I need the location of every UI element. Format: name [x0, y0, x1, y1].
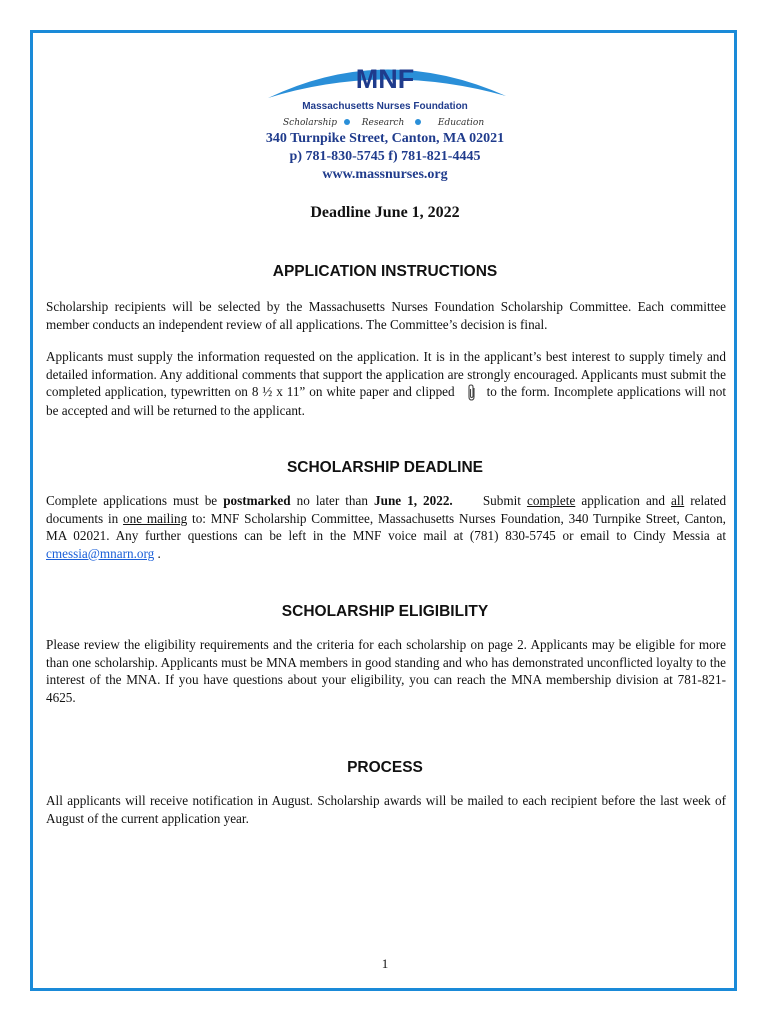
address-line: 340 Turnpike Street, Canton, MA 02021 — [265, 131, 505, 146]
instructions-text-b: to the form. Incomplete applications will not be accepted and will be returned to the applicant. — [46, 384, 726, 419]
all-underlined: all — [671, 493, 685, 508]
deadline-text: to: MNF Scholarship Committee, Massachusetts Nurses Foundation, 340 Turnpike Street, Canton, MA 02021. Any further questions can be left in the MNF voice mail at (781) 830-5745 or email to Cindy Messia at — [46, 510, 726, 544]
deadline-text: Submit — [482, 493, 521, 508]
deadline-paragraph — [46, 492, 726, 562]
mnf-logo — [258, 56, 512, 130]
instructions-paragraph-2 — [46, 348, 726, 420]
website-link[interactable]: www.massnurses.org — [322, 167, 448, 182]
eligibility-heading: SCHOLARSHIP ELIGIBILITY — [281, 603, 489, 620]
logo-org-name: Massachusetts Nurses Foundation — [302, 101, 468, 112]
deadline-text: Complete applications must be — [46, 493, 218, 508]
deadline-heading: SCHOLARSHIP DEADLINE — [286, 459, 484, 476]
logo-tagline-3: Education — [437, 118, 485, 128]
deadline-text: . — [157, 545, 161, 561]
deadline-text: related documents in — [46, 493, 727, 526]
process-heading: PROCESS — [347, 759, 423, 776]
tagline-dot-icon — [415, 119, 421, 125]
paperclip-icon — [465, 384, 479, 402]
logo-tagline-1: Scholarship — [282, 118, 338, 128]
eligibility-paragraph: Please review the eligibility requirements and the criteria for each scholarship on page 2. Applicants may be eligible for more than one scholarship. Applicants must be MNA members in good standing and who has demonstrated unconflicted loyalty to the interest of the MNA. If you have questions about your eligibility, you can reach the MNA membership division at 781-821-4625. — [46, 637, 726, 705]
page-number: 1 — [381, 956, 389, 971]
postmarked-emphasis: postmarked — [223, 493, 291, 508]
instructions-text-a: Applicants must supply the information requested on the application. It is in the applicant’s best interest to supply timely and detailed information. Any additional comments that support the application are strongly encouraged. Applicants must submit the completed application, typewritten on 8 ½ x 11” on white paper and clipped — [46, 349, 726, 400]
logo-tagline-2: Research — [361, 118, 405, 128]
complete-underlined: complete — [526, 493, 576, 508]
deadline-text: application and — [581, 493, 665, 508]
email-link[interactable]: cmessia@mnarn.org — [46, 545, 155, 561]
logo-acronym: MNF — [355, 64, 415, 94]
instructions-heading: APPLICATION INSTRUCTIONS — [272, 263, 498, 280]
deadline-text: no later than — [296, 493, 368, 508]
process-paragraph: All applicants will receive notification in August. Scholarship awards will be mailed to each recipient before the last week of August of the current application year. — [46, 793, 726, 826]
one-mailing-underlined: one mailing — [123, 510, 188, 526]
deadline-title: Deadline June 1, 2022 — [310, 204, 460, 221]
tagline-dot-icon — [344, 119, 350, 125]
phone-line: p) 781-830-5745 f) 781-821-4445 — [289, 149, 481, 164]
instructions-paragraph-1: Scholarship recipients will be selected by the Massachusetts Nurses Foundation Scholarship Committee. Each committee member conducts an independent review of all applications. The Committee’s decision is final. — [46, 299, 726, 332]
deadline-date-emphasis: June 1, 2022. — [374, 493, 453, 508]
